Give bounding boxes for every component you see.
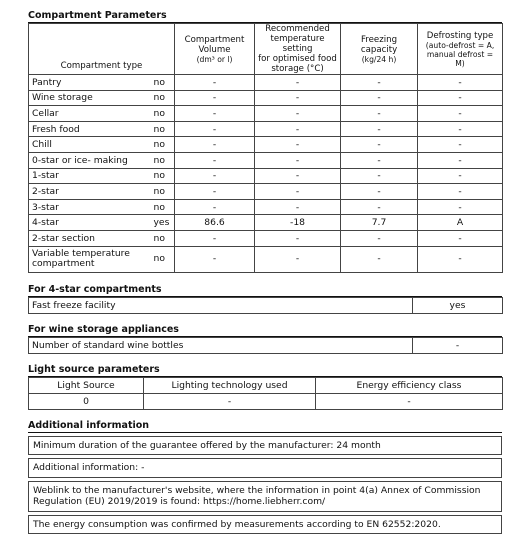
light-value-technology: -: [144, 393, 316, 409]
compartment-present-cell: no: [151, 137, 175, 153]
compartment-volume-cell: -: [175, 152, 255, 168]
header-volume-label: Compartment Volume: [184, 34, 245, 55]
compartment-table: [28, 23, 503, 273]
wine-bottles-row: [29, 337, 503, 353]
compartment-temperature-cell: -: [255, 106, 341, 122]
compartment-type-cell: Pantry: [29, 75, 151, 91]
compartment-defrost-cell: -: [418, 246, 503, 272]
compartment-row: [29, 168, 503, 184]
compartment-volume-cell: -: [175, 106, 255, 122]
compartment-defrost-cell: -: [418, 90, 503, 106]
compartment-defrost-cell: -: [418, 137, 503, 153]
compartment-defrost-cell: -: [418, 106, 503, 122]
guarantee-text: Minimum duration of the guarantee offered by the manufacturer: 24 month: [28, 436, 502, 456]
compartment-row: [29, 246, 503, 272]
compartment-temperature-cell: -: [255, 137, 341, 153]
compartment-present-cell: no: [151, 246, 175, 272]
compartment-row: [29, 106, 503, 122]
fast-freeze-row: [29, 297, 503, 313]
wine-bottles-value: -: [413, 337, 503, 353]
compartment-present-cell: no: [151, 121, 175, 137]
compartment-defrost-cell: -: [418, 121, 503, 137]
compartment-present-cell: no: [151, 230, 175, 246]
header-defrost-note1: (auto-defrost = A,: [425, 40, 495, 50]
compartment-row: [29, 137, 503, 153]
compartment-defrost-cell: -: [418, 199, 503, 215]
compartment-temperature-cell: -: [255, 152, 341, 168]
compartment-temperature-cell: -: [255, 246, 341, 272]
compartment-volume-cell: -: [175, 184, 255, 200]
compartment-temperature-cell: -: [255, 90, 341, 106]
compartment-type-cell: 4-star: [29, 215, 151, 231]
compartment-freezing-cell: -: [341, 137, 418, 153]
compartment-row: [29, 75, 503, 91]
light-section-title: Light source parameters: [28, 364, 502, 377]
compartment-freezing-cell: -: [341, 106, 418, 122]
compartment-volume-cell: 86.6: [175, 215, 255, 231]
compartment-row: [29, 230, 503, 246]
compartment-temperature-cell: -18: [255, 215, 341, 231]
header-temperature-line2: for optimised food storage (°C): [258, 54, 337, 74]
light-value-efficiency: -: [316, 393, 503, 409]
weblink-text: Weblink to the manufacturer's website, where the information in point 4(a) Annex of Commission Regulation (EU) 2019/2019 is found: https://home.liebherr.com/: [28, 481, 502, 512]
compartment-temperature-cell: -: [255, 168, 341, 184]
compartment-present-cell: no: [151, 184, 175, 200]
compartment-freezing-cell: 7.7: [341, 215, 418, 231]
wine-section-title: For wine storage appliances: [28, 324, 502, 337]
compartment-temperature-cell: -: [255, 230, 341, 246]
compartment-freezing-cell: -: [341, 90, 418, 106]
compartment-present-cell: no: [151, 152, 175, 168]
compartment-freezing-cell: -: [341, 168, 418, 184]
header-temperature: [255, 24, 341, 75]
compartment-defrost-cell: A: [418, 215, 503, 231]
header-compartment-type: Compartment type: [29, 24, 175, 75]
compartment-temperature-cell: -: [255, 121, 341, 137]
compartment-temperature-cell: -: [255, 184, 341, 200]
compartment-freezing-cell: -: [341, 184, 418, 200]
compartment-defrost-cell: -: [418, 152, 503, 168]
compartment-type-cell: 2-star: [29, 184, 151, 200]
compartment-defrost-cell: -: [418, 184, 503, 200]
compartment-row: [29, 90, 503, 106]
compartment-type-cell: 1-star: [29, 168, 151, 184]
header-freeze-label: Freezing capacity: [360, 34, 398, 55]
light-header-row: [29, 377, 503, 393]
header-freezing-capacity: [341, 24, 418, 75]
compartment-row: [29, 215, 503, 231]
compartment-present-cell: no: [151, 75, 175, 91]
fast-freeze-value: yes: [413, 297, 503, 313]
compartment-volume-cell: -: [175, 137, 255, 153]
compartment-defrost-cell: -: [418, 168, 503, 184]
compartment-volume-cell: -: [175, 230, 255, 246]
compartment-type-cell: 2-star section: [29, 230, 151, 246]
compartment-row: [29, 199, 503, 215]
compartment-present-cell: no: [151, 106, 175, 122]
compartment-type-cell: 3-star: [29, 199, 151, 215]
header-volume-unit: (dm³ or l): [196, 54, 233, 64]
compartment-volume-cell: -: [175, 75, 255, 91]
compartment-present-cell: no: [151, 90, 175, 106]
light-value-source: 0: [29, 393, 144, 409]
compartment-volume-cell: -: [175, 246, 255, 272]
compartment-freezing-cell: -: [341, 152, 418, 168]
compartment-freezing-cell: -: [341, 121, 418, 137]
light-header-source: Light Source: [29, 377, 144, 393]
compartment-row: [29, 152, 503, 168]
energy-label-page: [28, 0, 502, 534]
fast-freeze-label: Fast freeze facility: [29, 297, 413, 313]
compartment-type-cell: Cellar: [29, 106, 151, 122]
compartment-present-cell: yes: [151, 215, 175, 231]
compartment-type-cell: 0-star or ice- making: [29, 152, 151, 168]
light-table: [28, 377, 503, 410]
wine-table: [28, 337, 503, 354]
header-temperature-line1: Recommended temperature setting: [265, 24, 330, 54]
light-header-technology: Lighting technology used: [144, 377, 316, 393]
compartment-volume-cell: -: [175, 121, 255, 137]
header-defrosting-type: [418, 24, 503, 75]
compartment-freezing-cell: -: [341, 75, 418, 91]
compartment-temperature-cell: -: [255, 199, 341, 215]
additional-info-text: Additional information: -: [28, 458, 502, 478]
header-freeze-unit: (kg/24 h): [361, 54, 397, 64]
header-defrost-note2: manual defrost = M): [426, 49, 494, 68]
compartment-rows: [29, 75, 503, 273]
compartment-freezing-cell: -: [341, 246, 418, 272]
compartment-present-cell: no: [151, 168, 175, 184]
compartment-section-title: Compartment Parameters: [28, 10, 502, 23]
wine-bottles-label: Number of standard wine bottles: [29, 337, 413, 353]
compartment-volume-cell: -: [175, 90, 255, 106]
compartment-defrost-cell: -: [418, 75, 503, 91]
additional-section-title: Additional information: [28, 420, 502, 433]
compartment-present-cell: no: [151, 199, 175, 215]
light-header-efficiency: Energy efficiency class: [316, 377, 503, 393]
four-star-table: [28, 297, 503, 314]
compartment-header-row: [29, 24, 503, 75]
energy-consumption-text: The energy consumption was confirmed by measurements according to EN 62552:2020.: [28, 515, 502, 534]
compartment-freezing-cell: -: [341, 230, 418, 246]
compartment-temperature-cell: -: [255, 75, 341, 91]
compartment-defrost-cell: -: [418, 230, 503, 246]
compartment-row: [29, 184, 503, 200]
compartment-volume-cell: -: [175, 199, 255, 215]
compartment-type-cell: Wine storage: [29, 90, 151, 106]
light-value-row: [29, 393, 503, 409]
four-star-section-title: For 4-star compartments: [28, 284, 502, 297]
compartment-volume-cell: -: [175, 168, 255, 184]
compartment-type-cell: Fresh food: [29, 121, 151, 137]
header-volume: [175, 24, 255, 75]
compartment-type-cell: Chill: [29, 137, 151, 153]
compartment-freezing-cell: -: [341, 199, 418, 215]
compartment-row: [29, 121, 503, 137]
header-defrost-label: Defrosting type: [426, 30, 494, 41]
compartment-type-cell: Variable temperature compartment: [29, 246, 151, 272]
